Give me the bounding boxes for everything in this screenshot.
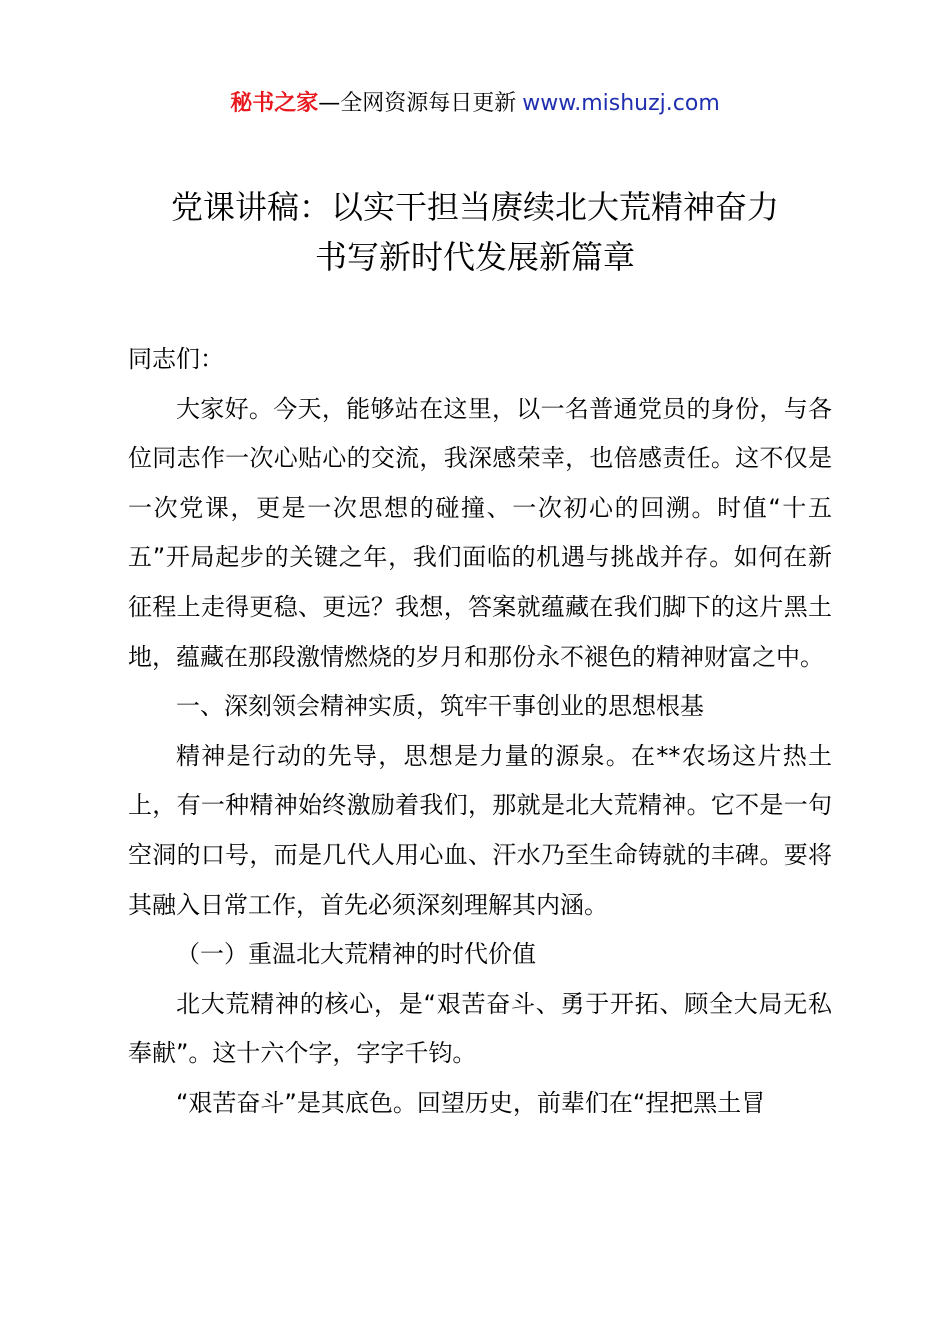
salutation: 同志们： [128,345,224,373]
paragraph-section1: 精神是行动的先导，思想是力量的源泉。在**农场这片热土上，有一种精神始终激励着我们，那就是北大荒精神。它不是一句空洞的口号，而是几代人用心血、汗水乃至生命铸就的丰碑。要将其融入日常工作，首先必须深刻理解其内涵。 [128,741,832,919]
section-heading-1: 一、深刻领会精神实质，筑牢干事创业的思想根基 [176,692,704,721]
title-line-2: 书写新时代发展新篇章 [314,238,635,276]
site-brand: 秘书之家 [230,91,319,116]
site-header [0,88,950,120]
document-title [0,182,950,282]
paragraph-core-value: 北大荒精神的核心，是“艰苦奋斗、勇于开拓、顾全大局无私奉献”。这十六个字，字字千钧。 [128,989,832,1068]
subsection-heading-1: （一）重温北大荒精神的时代价值 [176,940,536,969]
site-tagline: —全网资源每日更新 [318,91,517,116]
site-url-link[interactable]: www.mishuzj.com [522,91,720,116]
paragraph-hard-work: “艰苦奋斗”是其底色。回望历史，前辈们在“捏把黑土冒 [176,1088,766,1117]
document-body [128,335,832,1129]
title-line-1: 党课讲稿：以实干担当赓续北大荒精神奋力 [170,188,779,226]
paragraph-intro: 大家好。今天，能够站在这里，以一名普通党员的身份，与各位同志作一次心贴心的交流，我深感荣幸，也倍感责任。这不仅是一次党课，更是一次思想的碰撞、一次初心的回溯。时值“十五五”开局起步的关键之年，我们面临的机遇与挑战并存。如何在新征程上走得更稳、更远？我想，答案就蕴藏在我们脚下的这片黑土地，蕴藏在那段激情燃烧的岁月和那份永不褪色的精神财富之中。 [128,394,832,671]
